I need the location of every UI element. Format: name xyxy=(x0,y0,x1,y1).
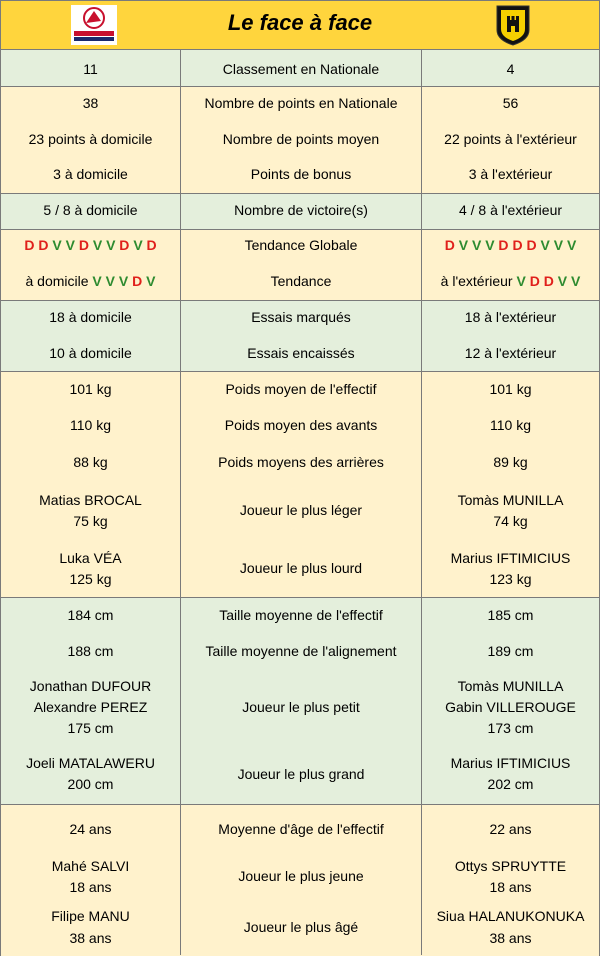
plus-age-right-value: 38 ans xyxy=(489,930,532,946)
points-moyen-right: 22 points à l'extérieur xyxy=(444,131,577,147)
essais-marques-label: Essais marqués xyxy=(251,309,351,325)
taille-alignement-label: Taille moyenne de l'alignement xyxy=(205,643,397,659)
result-victory: V xyxy=(557,273,568,289)
age-moyen-label: Moyenne d'âge de l'effectif xyxy=(218,821,384,837)
poids-effectif-right: 101 kg xyxy=(489,381,532,397)
tendance-globale-label: Tendance Globale xyxy=(244,237,358,253)
plus-jeune-right-name: Ottys SPRUYTTE xyxy=(454,858,567,874)
bonus-label: Points de bonus xyxy=(250,166,352,182)
classement-left: 11 xyxy=(83,61,98,77)
result-victory: V xyxy=(106,237,116,253)
plus-lourd-left-value: 125 kg xyxy=(69,571,112,587)
result-defeat: D xyxy=(78,237,89,253)
plus-leger-right-value: 74 kg xyxy=(493,513,528,529)
plus-leger-left-value: 75 kg xyxy=(73,513,108,529)
plus-grand-left-value: 200 cm xyxy=(67,776,114,792)
taille-effectif-label: Taille moyenne de l'effectif xyxy=(219,607,383,623)
taille-alignement-right: 189 cm xyxy=(487,643,534,659)
plus-petit-left-name-2: Alexandre PEREZ xyxy=(33,699,148,715)
plus-petit-label: Joueur le plus petit xyxy=(242,699,360,715)
taille-alignement-left: 188 cm xyxy=(67,643,114,659)
plus-petit-right-value: 173 cm xyxy=(487,720,534,736)
tarbes-logo xyxy=(71,5,117,45)
result-defeat: D xyxy=(498,237,509,253)
plus-petit-right-name-2: Gabin VILLEROUGE xyxy=(445,699,576,715)
essais-marques-left: 18 à domicile xyxy=(49,309,132,325)
result-victory: V xyxy=(570,273,581,289)
bonus-left: 3 à domicile xyxy=(53,166,128,182)
poids-avants-right: 110 kg xyxy=(490,417,531,433)
poids-avants-left: 110 kg xyxy=(70,417,111,433)
tendance-globale-right xyxy=(422,235,599,256)
points-left: 38 xyxy=(82,95,99,111)
classement-label: Classement en Nationale xyxy=(222,61,380,77)
tendance-globale-left xyxy=(1,235,180,256)
victoires-right: 4 / 8 à l'extérieur xyxy=(458,202,563,218)
result-victory: V xyxy=(52,237,62,253)
tendance-right-prefix: à l'extérieur xyxy=(440,273,513,289)
plus-age-right-name: Siua HALANUKONUKA xyxy=(436,908,585,924)
result-victory: V xyxy=(65,237,75,253)
result-victory: V xyxy=(516,273,526,289)
result-defeat: D xyxy=(512,237,523,253)
result-victory: V xyxy=(566,237,577,253)
result-defeat: D xyxy=(444,237,455,253)
result-defeat: D xyxy=(132,273,143,289)
bonus-right: 3 à l'extérieur xyxy=(468,166,553,182)
points-moyen-label: Nombre de points moyen xyxy=(222,131,380,147)
result-defeat: D xyxy=(119,237,130,253)
result-victory: V xyxy=(92,273,102,289)
points-right: 56 xyxy=(502,95,519,111)
essais-marques-right: 18 à l'extérieur xyxy=(464,309,557,325)
result-victory: V xyxy=(485,237,495,253)
plus-age-left-value: 38 ans xyxy=(69,930,112,946)
result-victory: V xyxy=(118,273,129,289)
tendance-left-prefix: à domicile xyxy=(25,273,89,289)
plus-leger-right-name: Tomàs MUNILLA xyxy=(457,492,564,508)
plus-lourd-right-value: 123 kg xyxy=(489,571,532,587)
result-defeat: D xyxy=(146,237,157,253)
result-victory: V xyxy=(146,273,156,289)
poids-effectif-label: Poids moyen de l'effectif xyxy=(225,381,377,397)
carcassonne-logo xyxy=(495,4,531,46)
plus-jeune-left-name: Mahé SALVI xyxy=(51,858,130,874)
result-victory: V xyxy=(133,237,143,253)
points-moyen-left: 23 points à domicile xyxy=(28,131,153,147)
plus-grand-label: Joueur le plus grand xyxy=(237,766,365,782)
poids-avants-label: Poids moyen des avants xyxy=(224,417,378,433)
plus-petit-left-value: 175 cm xyxy=(67,720,114,736)
result-victory: V xyxy=(540,237,550,253)
plus-grand-left-name: Joeli MATALAWERU xyxy=(26,755,155,771)
taille-effectif-right: 185 cm xyxy=(487,607,534,623)
plus-petit-right-name-1: Tomàs MUNILLA xyxy=(457,678,564,694)
result-defeat: D xyxy=(526,237,537,253)
result-victory: V xyxy=(471,237,482,253)
plus-lourd-right-name: Marius IFTIMICIUS xyxy=(450,550,571,566)
poids-arrieres-right: 89 kg xyxy=(493,454,528,470)
page-title: Le face à face xyxy=(227,10,373,35)
plus-leger-left-name: Matias BROCAL xyxy=(39,492,142,508)
result-victory: V xyxy=(458,237,469,253)
plus-grand-right-name: Marius IFTIMICIUS xyxy=(450,755,571,771)
result-defeat: D xyxy=(38,237,49,253)
classement-right: 4 xyxy=(506,61,515,77)
plus-lourd-label: Joueur le plus lourd xyxy=(239,560,363,576)
result-defeat: D xyxy=(24,237,35,253)
plus-jeune-right-value: 18 ans xyxy=(489,879,532,895)
result-victory: V xyxy=(553,237,564,253)
plus-jeune-left-value: 18 ans xyxy=(69,879,112,895)
result-defeat: D xyxy=(529,273,540,289)
victoires-left: 5 / 8 à domicile xyxy=(43,202,138,218)
poids-effectif-left: 101 kg xyxy=(69,381,112,397)
plus-leger-label: Joueur le plus léger xyxy=(239,502,363,518)
poids-arrieres-left: 88 kg xyxy=(73,454,108,470)
result-victory: V xyxy=(92,237,103,253)
points-label: Nombre de points en Nationale xyxy=(204,95,398,111)
essais-encaisses-right: 12 à l'extérieur xyxy=(464,345,557,361)
plus-jeune-label: Joueur le plus jeune xyxy=(238,868,364,884)
tendance-left xyxy=(1,271,180,292)
essais-encaisses-left: 10 à domicile xyxy=(49,345,132,361)
age-moyen-left: 24 ans xyxy=(69,821,112,837)
taille-effectif-left: 184 cm xyxy=(67,607,114,623)
tendance-right xyxy=(422,271,599,292)
plus-grand-right-value: 202 cm xyxy=(487,776,534,792)
plus-lourd-left-name: Luka VÉA xyxy=(59,550,122,566)
result-victory: V xyxy=(105,273,115,289)
result-defeat: D xyxy=(543,273,554,289)
essais-encaisses-label: Essais encaissés xyxy=(247,345,355,361)
poids-arrieres-label: Poids moyens des arrières xyxy=(218,454,384,470)
plus-age-left-name: Filipe MANU xyxy=(51,908,130,924)
victoires-label: Nombre de victoire(s) xyxy=(234,202,368,218)
header-bar xyxy=(1,1,599,50)
age-moyen-right: 22 ans xyxy=(489,821,532,837)
plus-age-label: Joueur le plus âgé xyxy=(243,919,359,935)
tendance-label: Tendance xyxy=(270,273,332,289)
plus-petit-left-name-1: Jonathan DUFOUR xyxy=(29,678,152,694)
